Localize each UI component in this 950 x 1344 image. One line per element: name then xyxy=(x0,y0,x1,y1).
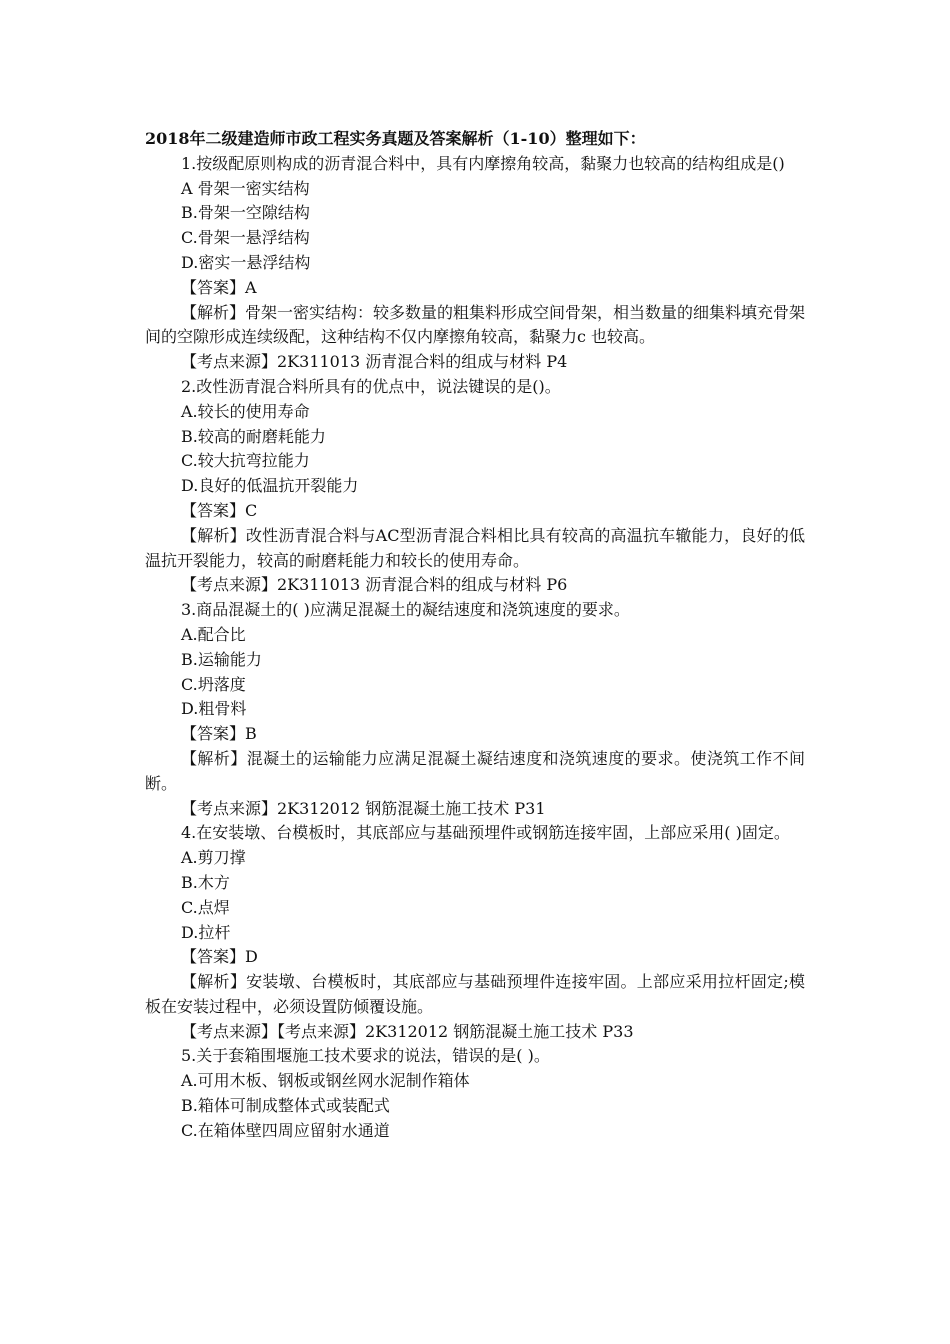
question-1-analysis: 【解析】骨架一密实结构：较多数量的粗集料形成空间骨架，相当数量的细集料填充骨架间的空隙形成连续级配，这种结构不仅内摩擦角较高，黏聚力c 也较高。 xyxy=(145,302,806,347)
question-2-analysis: 【解析】改性沥青混合料与AC型沥青混合料相比具有较高的高温抗车辙能力，良好的低温抗开裂能力，较高的耐磨耗能力和较长的使用寿命。 xyxy=(145,525,805,570)
question-2-source: 【考点来源】2K311013 沥青混合料的组成与材料 P6 xyxy=(181,575,568,595)
question-3-option-d: D.粗骨料 xyxy=(181,699,247,719)
question-2-answer: 【答案】C xyxy=(181,500,258,520)
question-1-option-d: D.密实一悬浮结构 xyxy=(181,252,311,272)
question-3-answer: 【答案】B xyxy=(181,724,257,744)
question-5-stem: 5.关于套箱围堰施工技术要求的说法，错误的是( )。 xyxy=(181,1046,550,1066)
question-4-source: 【考点来源】【考点来源】2K312012 钢筋混凝土施工技术 P33 xyxy=(181,1021,634,1041)
question-3-source: 【考点来源】2K312012 钢筋混凝土施工技术 P31 xyxy=(181,798,546,818)
question-1-option-a: A 骨架一密实结构 xyxy=(181,178,310,198)
document-title: 2018年二级建造师市政工程实务真题及答案解析（1-10）整理如下： xyxy=(145,129,646,148)
question-2-option-b: B.较高的耐磨耗能力 xyxy=(181,426,326,446)
question-2-option-c: C.较大抗弯拉能力 xyxy=(181,451,310,471)
question-4-option-b: B.木方 xyxy=(181,872,230,892)
question-3-analysis: 【解析】混凝土的运输能力应满足混凝土凝结速度和浇筑速度的要求。使浇筑工作不间断。 xyxy=(145,748,805,793)
question-1-source: 【考点来源】2K311013 沥青混合料的组成与材料 P4 xyxy=(181,352,568,372)
question-1-stem: 1.按级配原则构成的沥青混合料中，具有内摩擦角较高，黏聚力也较高的结构组成是() xyxy=(181,153,785,173)
question-1-option-c: C.骨架一悬浮结构 xyxy=(181,228,310,248)
question-1-answer: 【答案】A xyxy=(181,277,257,297)
question-5-option-b: B.箱体可制成整体式或装配式 xyxy=(181,1096,390,1116)
question-4-analysis: 【解析】安装墩、台模板时，其底部应与基础预埋件连接牢固。上部应采用拉杆固定;模板在安装过程中，必须设置防倾覆设施。 xyxy=(145,972,805,1016)
question-2-stem: 2.改性沥青混合料所具有的优点中，说法键误的是()。 xyxy=(181,376,561,396)
question-3-option-a: A.配合比 xyxy=(181,624,246,644)
question-2-option-a: A.较长的使用寿命 xyxy=(181,401,310,421)
question-4-answer: 【答案】D xyxy=(181,947,258,967)
question-3-option-b: B.运输能力 xyxy=(181,649,262,669)
question-3-stem: 3.商品混凝土的( )应满足混凝土的凝结速度和浇筑速度的要求。 xyxy=(181,600,630,620)
question-4-option-a: A.剪刀撑 xyxy=(181,848,246,868)
question-3-option-c: C.坍落度 xyxy=(181,674,246,694)
question-4-option-c: C.点焊 xyxy=(181,897,230,917)
document-content xyxy=(145,127,805,1144)
question-1-option-b: B.骨架一空隙结构 xyxy=(181,203,310,223)
question-4-stem: 4.在安装墩、台模板时，其底部应与基础预埋件或钢筋连接牢固，上部应采用( )固定。 xyxy=(181,823,790,843)
question-5-option-c: C.在箱体壁四周应留射水通道 xyxy=(181,1120,390,1140)
question-5-option-a: A.可用木板、钢板或钢丝网水泥制作箱体 xyxy=(181,1071,470,1091)
question-4-option-d: D.拉杆 xyxy=(181,922,231,942)
question-2-option-d: D.良好的低温抗开裂能力 xyxy=(181,476,359,496)
